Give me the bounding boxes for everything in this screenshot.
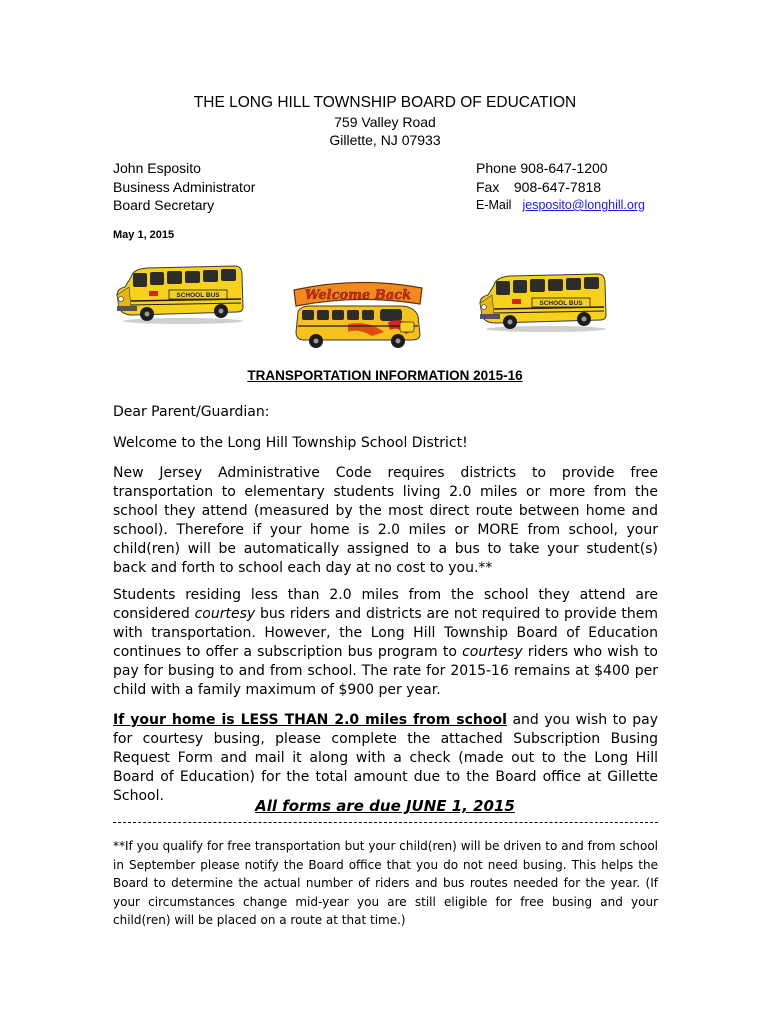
subscription-emphasis: If your home is LESS THAN 2.0 miles from school bbox=[113, 712, 507, 728]
school-bus-right-image bbox=[476, 271, 608, 333]
bus-left-label: SCHOOL BUS bbox=[176, 292, 220, 299]
address-street: 759 Valley Road bbox=[334, 114, 436, 130]
email-label: E-Mail bbox=[476, 198, 512, 212]
contact-role-secretary: Board Secretary bbox=[113, 197, 215, 213]
address-city: Gillette, NJ 07933 bbox=[329, 132, 441, 148]
courtesy-text-b: bus riders and districts are not required to provide them with transportation. However, the Long Hill Township Board of Education continues to offer a subscription bus program to bbox=[113, 606, 658, 660]
due-date-notice: All forms are due JUNE 1, 2015 bbox=[255, 797, 515, 815]
contact-role-administrator: Business Administrator bbox=[113, 178, 256, 195]
phone-row bbox=[476, 159, 645, 178]
salutation: Dear Parent/Guardian: bbox=[113, 404, 270, 420]
paragraph-subscription bbox=[113, 711, 658, 806]
school-bus-left-image bbox=[113, 263, 245, 325]
paragraph-courtesy bbox=[113, 586, 658, 700]
board-title: THE LONG HILL TOWNSHIP BOARD OF EDUCATION bbox=[193, 94, 577, 111]
welcome-back-text: Welcome Back bbox=[304, 288, 412, 303]
courtesy-italic-2: courtesy bbox=[462, 644, 523, 660]
contact-name: John Esposito bbox=[113, 160, 201, 176]
dashed-divider bbox=[113, 822, 658, 823]
fax-label: Fax bbox=[476, 178, 500, 195]
footnote: **If you qualify for free transportation but your child(ren) will be driven to and from school in September please notify the Board office that you do not need busing. This helps the Board to determine the actual number of riders and bus routes needed for the year. (If your circumstances change mid-year you are still eligible for free busing and your child(ren) will be placed on a route at that time.) bbox=[113, 839, 658, 927]
contact-details-block bbox=[476, 159, 645, 215]
fax-row bbox=[476, 178, 645, 197]
phone-number: 908-647-1200 bbox=[520, 160, 608, 176]
courtesy-italic-1: courtesy bbox=[194, 606, 256, 622]
paragraph-eligibility bbox=[113, 464, 658, 578]
email-row bbox=[476, 196, 645, 215]
paragraph-eligibility-text: New Jersey Administrative Code requires districts to provide free transportation to elementary students living 2.0 miles or more from the school they attend (measured by the most direct route between home and school). Therefore if your home is 2.0 miles or MORE from school, your child(ren) will be automatically assigned to a bus to take your student(s) back and forth to school each day at no cost to you.** bbox=[113, 465, 658, 576]
section-title: TRANSPORTATION INFORMATION 2015-16 bbox=[247, 368, 523, 383]
courtesy-text-c: riders who wish to pay for busing to and from school. The rate for 2015-16 remains at $400 per child with a family maximum of $900 per year. bbox=[113, 644, 658, 698]
welcome-line: Welcome to the Long Hill Township School District! bbox=[113, 435, 468, 451]
contact-person-block bbox=[113, 159, 255, 215]
letter-date: May 1, 2015 bbox=[113, 229, 175, 241]
courtesy-text-a: Students residing less than 2.0 miles from the school they attend are considered bbox=[113, 587, 658, 622]
welcome-back-bus-image bbox=[288, 276, 428, 350]
bus-right-label: SCHOOL BUS bbox=[539, 300, 583, 307]
subscription-text: and you wish to pay for courtesy busing, please complete the attached Subscription Busing Request Form and mail it along with a check (made out to the Long Hill Board of Education) for the total amount due to the Board office at Gillette School. bbox=[113, 712, 658, 804]
phone-label: Phone bbox=[476, 160, 517, 176]
fax-number: 908-647-7818 bbox=[513, 178, 602, 195]
email-link[interactable]: jesposito@longhill.org bbox=[522, 198, 645, 212]
